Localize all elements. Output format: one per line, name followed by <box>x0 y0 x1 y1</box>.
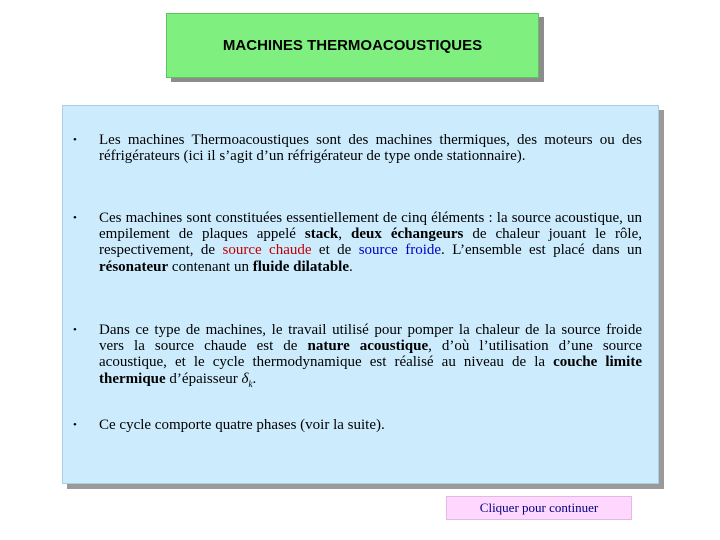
bullet-text-segment: d’épaisseur <box>165 370 242 387</box>
page-title: MACHINES THERMOACOUSTIQUES <box>222 37 483 54</box>
term-stack: stack <box>304 226 339 243</box>
term-source-froide: source froide <box>358 242 442 259</box>
bullet-dot: • <box>73 419 77 431</box>
delta-glyph: δ <box>241 370 249 387</box>
continue-button[interactable] <box>446 496 632 520</box>
bullet-text-segment: Ces machines sont constituées essentiellement de cinq éléments : la source acoustique, un empilement de plaques appelé <box>99 210 642 243</box>
term-resonateur: résonateur <box>99 258 169 275</box>
bullet-item-3 <box>72 322 642 392</box>
bullet-text-segment: Dans ce type de machines, le travail utilisé pour pomper la chaleur de la source froide vers la source chaude est de <box>99 322 642 355</box>
bullet-text-segment: Les machines Thermoacoustiques sont des machines thermiques, des moteurs ou des réfrigérateurs (ici il s’agit d’un réfrigérateur de type onde stationnaire). <box>99 132 642 165</box>
bullet-dot: • <box>73 212 77 224</box>
bullet-text-2 <box>99 210 642 275</box>
term-source-chaude: source chaude <box>222 242 312 259</box>
term-deux-echangeurs: deux échangeurs <box>351 226 464 243</box>
bullet-text-segment: . <box>348 258 353 275</box>
bullet-text-1 <box>99 132 642 164</box>
bullet-item-1 <box>72 132 642 164</box>
bullet-text-segment: , d’où l’utilisation d’une source acoustique, et le cycle thermodynamique est réalisé au niveau de la <box>99 338 642 371</box>
bullet-item-2 <box>72 210 642 275</box>
bullet-text-segment: Ce cycle comporte quatre phases (voir la suite). <box>99 417 385 433</box>
term-nature-acoustique: nature acoustique <box>307 338 429 355</box>
delta-subscript: k <box>248 378 253 389</box>
bullet-text-segment: contenant un <box>168 258 253 275</box>
bullet-text-segment: , <box>338 226 352 243</box>
term-fluide-dilatable: fluide dilatable <box>252 258 349 275</box>
title-box <box>166 13 539 78</box>
bullet-dot: • <box>73 134 77 146</box>
bullet-text-4 <box>99 417 642 433</box>
symbol-delta <box>241 371 252 387</box>
continue-button-label: Cliquer pour continuer <box>479 500 599 515</box>
bullet-dot: • <box>73 324 77 336</box>
bullet-text-segment: de chaleur jouant le rôle, respectivement, de <box>99 226 643 259</box>
bullet-text-segment: . L’ensemble est placé dans un <box>441 242 642 259</box>
bullet-text-3 <box>99 322 642 392</box>
bullet-text-segment: . <box>252 370 257 387</box>
bullet-item-4 <box>72 417 642 433</box>
bullet-text-segment: et de <box>311 242 359 259</box>
term-couche-limite-thermique: couche limite thermique <box>99 354 642 387</box>
